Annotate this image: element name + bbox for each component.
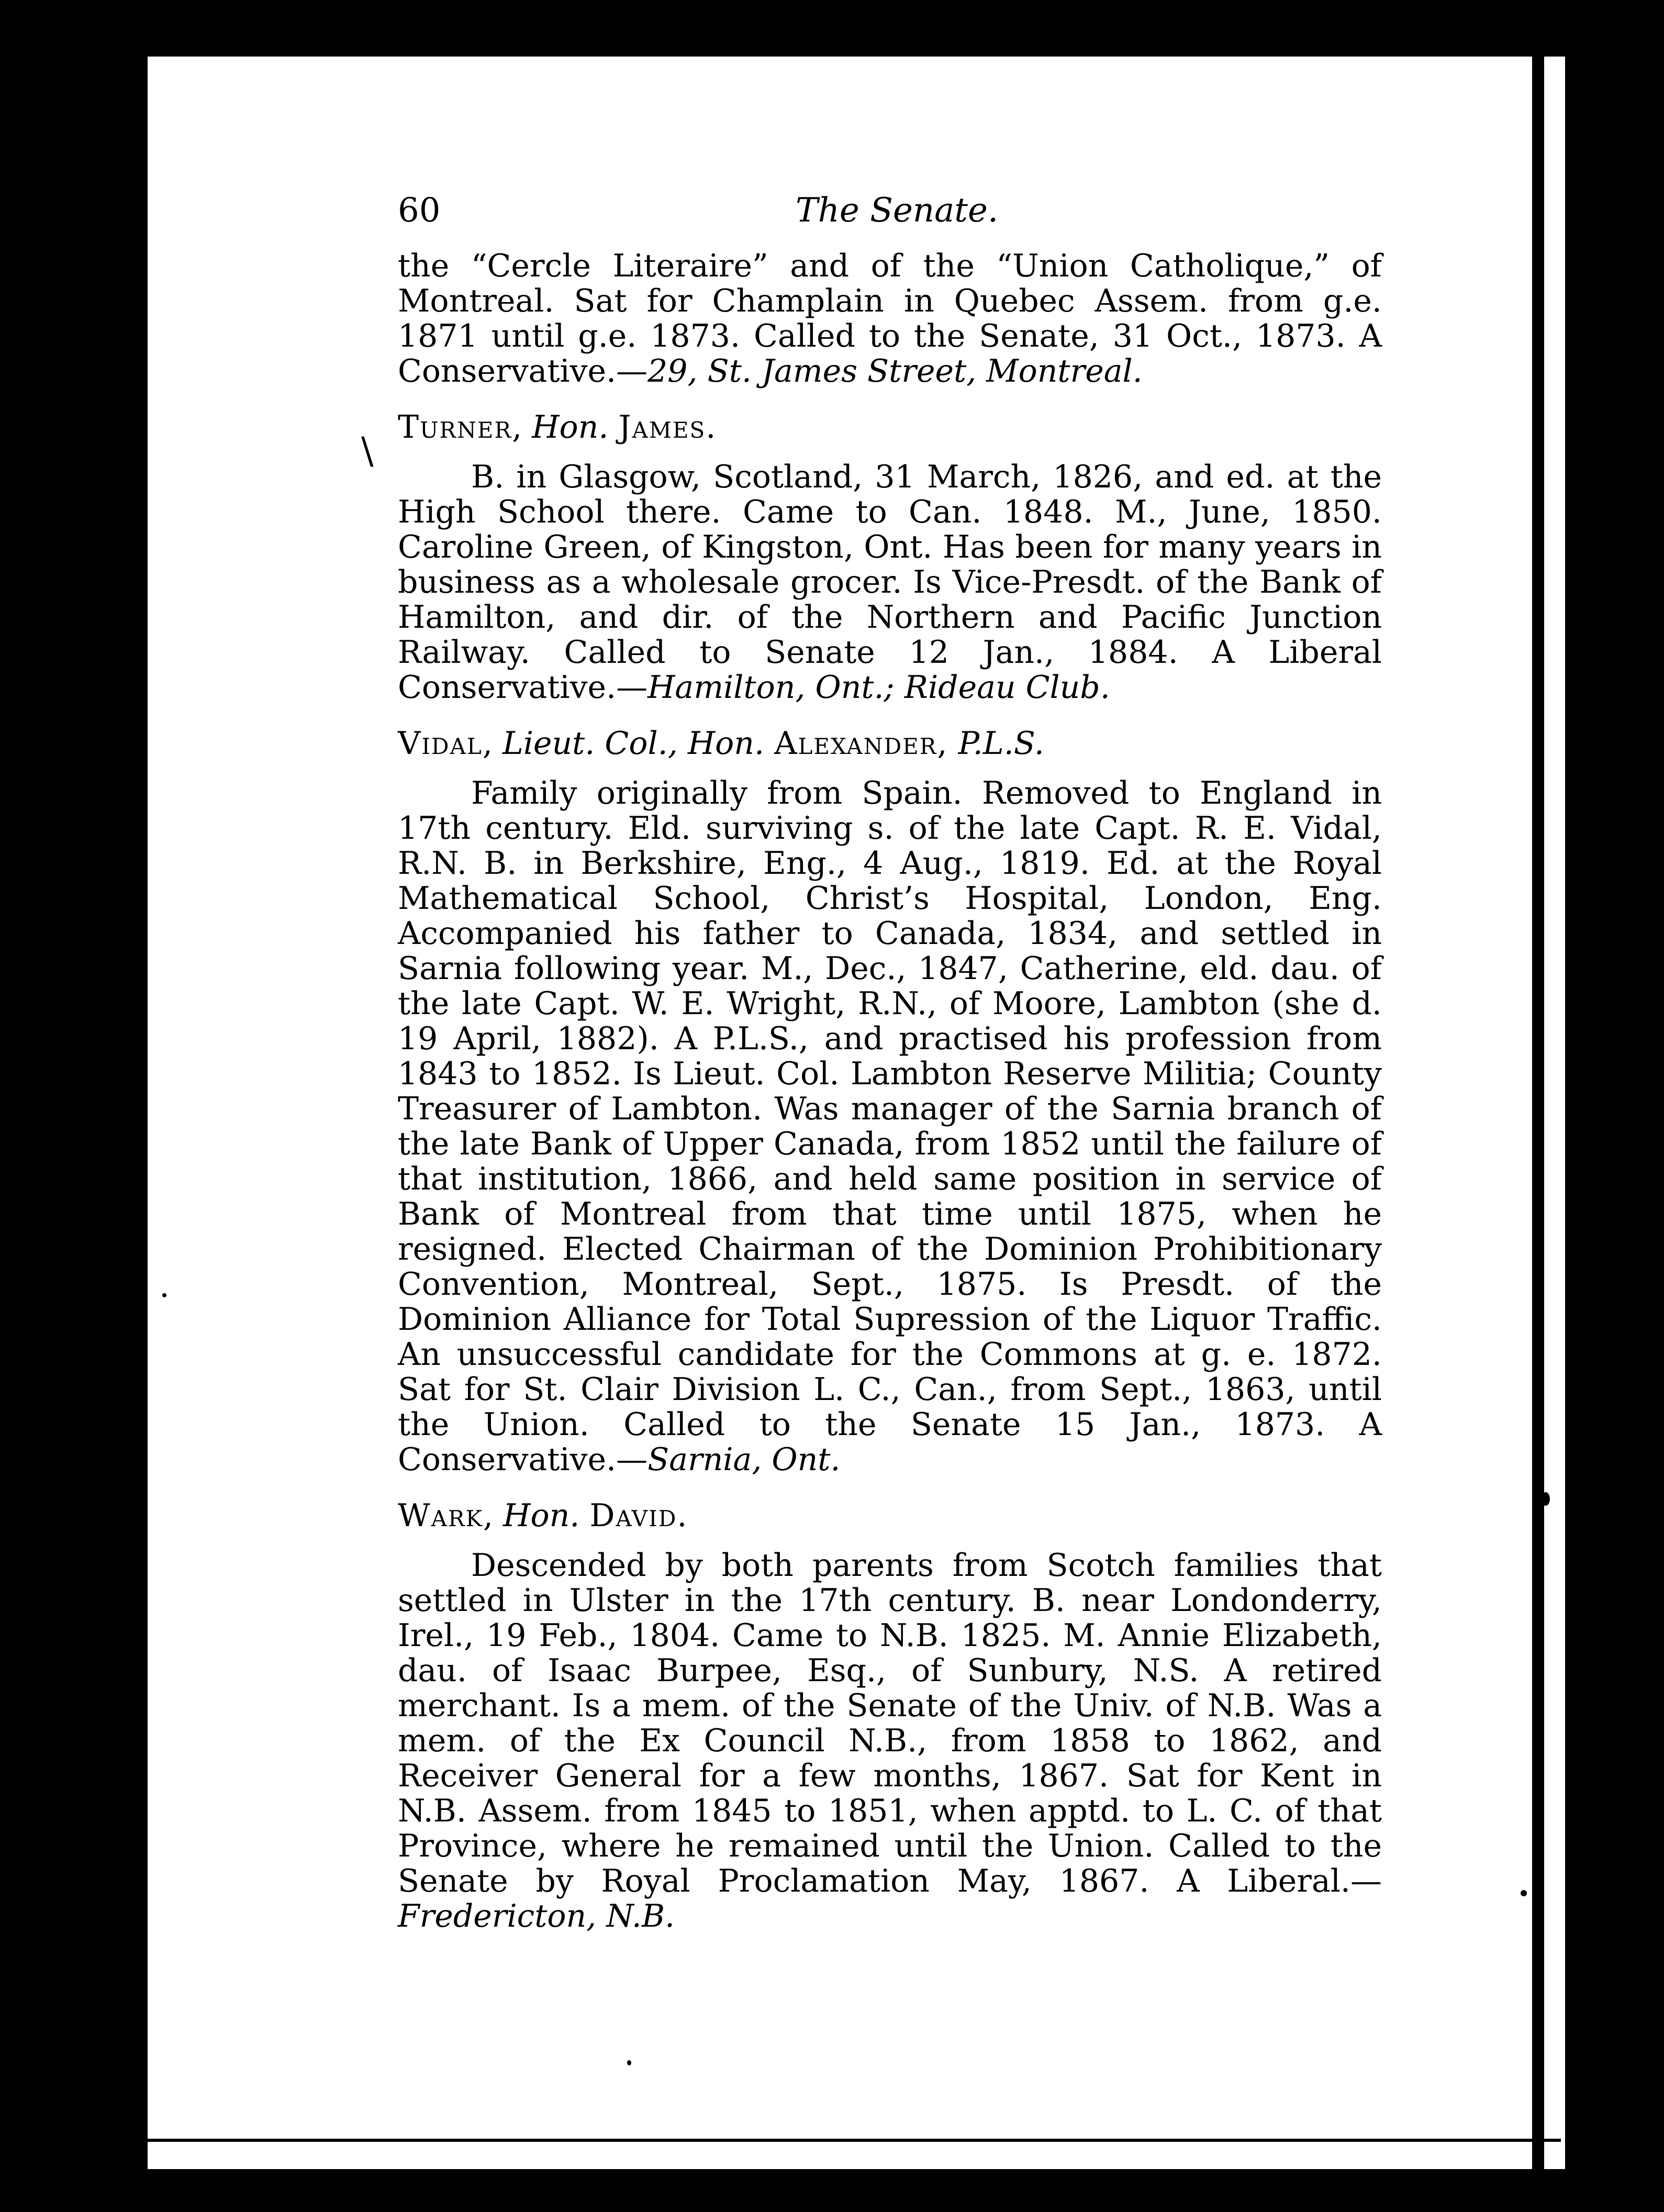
entry-heading-vidal: Vidal, Lieut. Col., Hon. Alexander, P.L.S.	[398, 725, 1044, 762]
entry-suffix: P.L.S.	[958, 725, 1044, 762]
entry-body-turner	[398, 460, 1382, 705]
entry-address: Hamilton, Ont.; Rideau Club.	[647, 669, 1110, 706]
entry-body-text: Descended by both parents from Scotch families that settled in Ulster in the 17th century. B. near Londonderry, Irel., 19 Feb., 1804. Came to N.B. 1825. M. Annie Elizabeth, dau. of Isaac Burpee, Esq., of Sunbury, N.S. A retired merchant. Is a mem. of the Senate of the Univ. of N.B. Was a mem. of the Ex Council N.B., from 1858 to 1862, and Receiver General for a few months, 1867. Sat for Kent in N.B. Assem. from 1845 to 1851, when apptd. to L. C. of that Province, where he remained until the Union. Called to the Senate by Royal Proclamation May, 1867. A Liberal.—	[398, 1547, 1382, 1899]
page-header	[398, 191, 1382, 249]
page-number: 60	[398, 191, 441, 230]
continuation-address: 29, St. James Street, Montreal.	[647, 353, 1143, 390]
entry-surname: Turner	[398, 409, 512, 446]
entry-title: Hon.	[532, 409, 609, 446]
scan-speck	[1542, 1492, 1550, 1506]
entry-title: Hon.	[503, 1497, 580, 1534]
scan-speck	[627, 2060, 631, 2065]
entry-body-wark	[398, 1548, 1382, 1934]
entry-surname: Vidal	[398, 725, 483, 762]
page-edge-strip	[1544, 57, 1565, 2169]
scan-speck	[162, 1293, 166, 1297]
continuation-text: the “Cercle Literaire” and of the “Union Catholique,” of Montreal. Sat for Champlain in Quebec Assem. from g.e. 1871 until g.e. 1873. Called to the Senate, 31 Oct., 1873. A Conservative.—	[398, 248, 1382, 390]
entry-heading-wark: Wark, Hon. David.	[398, 1497, 688, 1534]
entry-body-vidal	[398, 776, 1382, 1477]
entry-given-name: Alexander,	[774, 725, 948, 762]
entry-given-name: James.	[618, 409, 717, 446]
entry-address: Sarnia, Ont.	[647, 1441, 841, 1478]
running-title: The Senate.	[796, 191, 999, 230]
entry-title: Lieut. Col., Hon.	[502, 725, 765, 762]
scan-speck	[1534, 613, 1541, 644]
bottom-rule	[148, 2139, 1561, 2142]
margin-mark: \	[361, 429, 374, 472]
scan-speck	[1521, 1890, 1527, 1896]
entry-given-name: David.	[589, 1497, 688, 1534]
entry-address: Fredericton, N.B.	[398, 1898, 675, 1935]
entry-heading-turner: Turner, Hon. James.	[398, 409, 717, 446]
page-content	[398, 191, 1382, 1934]
entry-surname: Wark	[398, 1497, 484, 1534]
entry-body-text: B. in Glasgow, Scotland, 31 March, 1826, and ed. at the High School there. Came to Can. 1848. M., June, 1850. Caroline Green, of Kingston, Ont. Has been for many years in business as a wholesale grocer. Is Vice-Presdt. of the Bank of Hamilton, and dir. of the Northern and Pacific Junction Railway. Called to Senate 12 Jan., 1884. A Liberal Conservative.—	[398, 459, 1382, 706]
continuation-paragraph	[398, 249, 1382, 389]
entry-body-text: Family originally from Spain. Removed to England in 17th century. Eld. surviving s. of the late Capt. R. E. Vidal, R.N. B. in Berkshire, Eng., 4 Aug., 1819. Ed. at the Royal Mathematical School, Christ’s Hospital, London, Eng. Accompanied his father to Canada, 1834, and settled in Sarnia following year. M., Dec., 1847, Catherine, eld. dau. of the late Capt. W. E. Wright, R.N., of Moore, Lambton (she d. 19 April, 1882). A P.L.S., and practised his profession from 1843 to 1852. Is Lieut. Col. Lambton Reserve Militia; County Treasurer of Lambton. Was manager of the Sarnia branch of the late Bank of Upper Canada, from 1852 until the failure of that institution, 1866, and held same position in service of Bank of Montreal from that time until 1875, when he resigned. Elected Chairman of the Dominion Prohibitionary Convention, Montreal, Sept., 1875. Is Presdt. of the Dominion Alliance for Total Supression of the Liquor Traffic. An unsuccessful candidate for the Commons at g. e. 1872. Sat for St. Clair Division L. C., Can., from Sept., 1863, until the Union. Called to the Senate 15 Jan., 1873. A Conservative.—	[398, 775, 1382, 1478]
